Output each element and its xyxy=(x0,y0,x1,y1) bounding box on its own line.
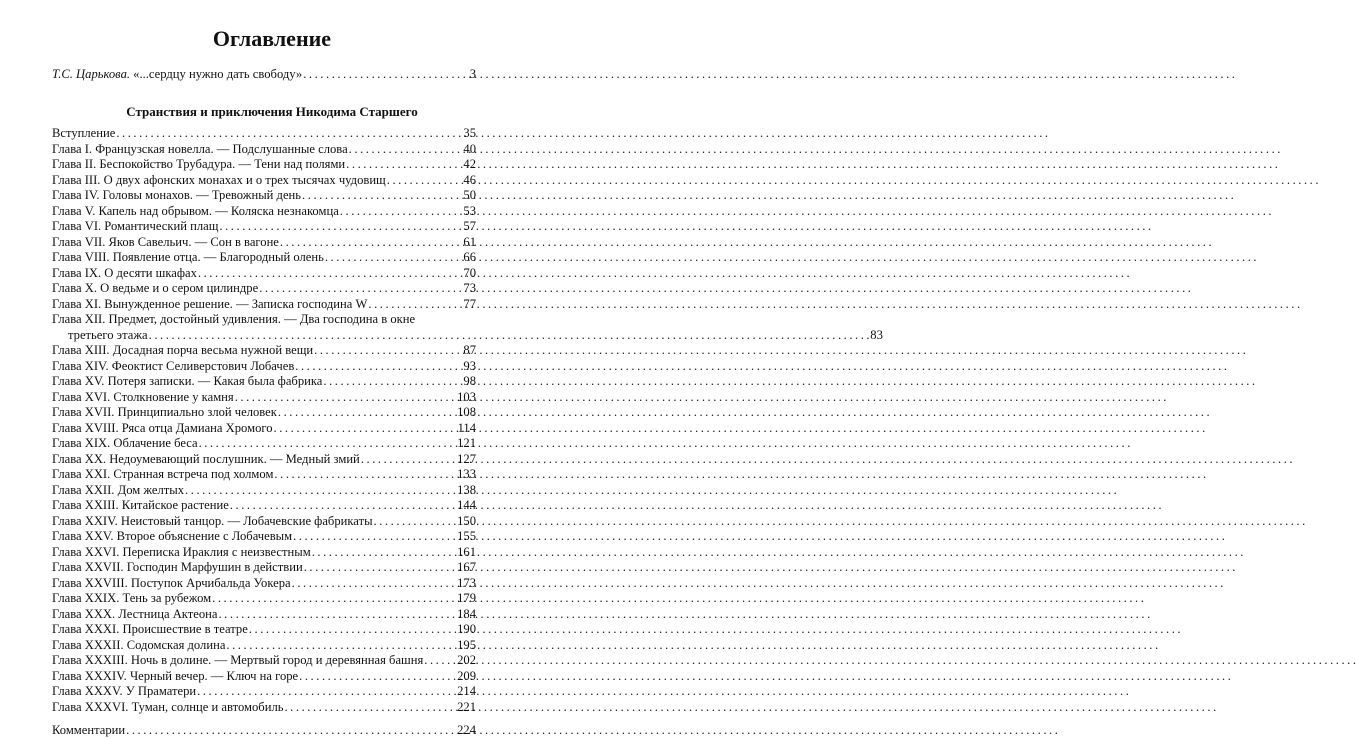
leader-dots xyxy=(346,157,462,172)
leader-dots xyxy=(274,467,456,482)
toc-entry xyxy=(52,188,476,203)
toc-entry xyxy=(52,405,476,420)
toc-entry xyxy=(52,157,476,172)
toc-entry-text: Глава III. О двух афонских монахах и о трех тысячах чудовищ xyxy=(52,172,386,187)
toc-entry xyxy=(52,359,476,374)
toc-entry-text: Глава XXXIII. Ночь в долине. — Мертвый город и деревянная башня xyxy=(52,653,424,667)
toc-entry-text: Глава XXXI. Происшествие в театре xyxy=(52,622,248,636)
toc-entry-page-number: 42 xyxy=(463,157,476,171)
leader-dots xyxy=(302,188,462,203)
leader-dots xyxy=(314,343,462,358)
toc-entry-text: Глава VII. Яков Савельич. — Сон в вагоне xyxy=(52,234,279,249)
toc-entry-page-number: 173 xyxy=(457,575,476,590)
leader-dots xyxy=(304,560,456,575)
toc-entry xyxy=(52,281,476,296)
toc-entry-page-number: 133 xyxy=(457,467,476,481)
toc-entry xyxy=(52,436,476,451)
toc-entry-text: Глава IX. О десяти шкафах xyxy=(52,265,197,280)
intro-title: «...сердцу нужно дать свободу» xyxy=(130,67,303,81)
intro-entry-text xyxy=(52,67,302,82)
leader-dots xyxy=(259,281,462,296)
toc-entry-page-number: 150 xyxy=(457,513,476,528)
leader-dots xyxy=(199,436,457,451)
leader-dots xyxy=(230,498,456,513)
toc-entry-text: Глава XV. Потеря записки. — Какая была фабрика xyxy=(52,374,323,388)
toc-entry xyxy=(52,514,476,529)
toc-entry xyxy=(52,312,476,327)
toc-entry-text: Глава XVII. Принципиально злой человек xyxy=(52,405,277,419)
intro-entry xyxy=(52,67,476,82)
toc-entry-text: Глава VIII. Появление отца. — Благородный олень xyxy=(52,250,324,264)
toc-entry-page-number: 77 xyxy=(463,296,476,311)
toc-entry-text: Глава XXVI. Переписка Ираклия с неизвестным xyxy=(52,544,311,559)
leader-dots xyxy=(368,297,462,312)
toc-entry-text: Глава XXIV. Неистовый танцор. — Лобачевские фабрикаты xyxy=(52,513,373,528)
toc-entry xyxy=(52,173,476,188)
toc-entry-text: Глава XXVIII. Поступок Арчибальда Уокера xyxy=(52,575,291,590)
toc-entry-page-number: 155 xyxy=(457,529,476,543)
toc-entry-text: Глава XIII. Досадная порча весьма нужной вещи xyxy=(52,343,314,357)
toc-entry-page-number: 127 xyxy=(457,451,476,466)
commentary-entry-page-number: 224 xyxy=(457,723,476,737)
toc-entry xyxy=(52,204,476,219)
toc-entry-text: Глава I. Французская новелла. — Подслушанные слова xyxy=(52,141,348,156)
leader-dots xyxy=(340,204,463,219)
toc-entry xyxy=(52,467,476,482)
toc-entry-text: Глава XXX. Лестница Актеона xyxy=(52,606,218,621)
leader-dots xyxy=(323,374,462,389)
toc-entry-text: Глава XXVII. Господин Марфушин в действии xyxy=(52,560,303,574)
toc-entry xyxy=(52,700,476,715)
toc-entry-text: Глава XX. Недоумевающий послушник. — Медный змий xyxy=(52,451,360,466)
toc-entry-text: Глава V. Капель над обрывом. — Коляска незнакомца xyxy=(52,203,339,218)
toc-entry xyxy=(52,219,476,234)
leader-dots xyxy=(274,421,457,436)
leader-dots xyxy=(126,723,456,738)
toc-entry xyxy=(52,545,476,560)
toc-entry-text: Глава XXXII. Содомская долина xyxy=(52,637,226,652)
toc-entry-text: Глава XXIII. Китайское растение xyxy=(52,498,229,512)
toc-entry xyxy=(52,421,476,436)
toc-entry xyxy=(52,250,476,265)
toc-entry-text: Глава XXXIV. Черный вечер. — Ключ на горе xyxy=(52,668,299,683)
toc-entry-text: Глава XIX. Облачение беса xyxy=(52,436,198,450)
toc-entry xyxy=(52,560,476,575)
toc-entry-page-number: 66 xyxy=(463,250,476,264)
section-title: Странствия и приключения Никодима Старшего xyxy=(126,104,418,119)
leader-dots xyxy=(312,545,456,560)
toc-entry-text: Вступление xyxy=(52,126,116,140)
page-title: Оглавление xyxy=(212,26,332,51)
toc-entry-page-number: 46 xyxy=(463,172,476,187)
intro-page-number: 3 xyxy=(469,67,476,81)
toc-entry-page-number: 209 xyxy=(457,668,476,683)
leader-dots xyxy=(278,405,456,420)
leader-dots xyxy=(295,359,462,374)
toc-entry-page-number: 214 xyxy=(457,684,476,698)
toc-entry-page-number: 98 xyxy=(463,374,476,388)
toc-entry-text: Глава XI. Вынужденное решение. — Записка господина W xyxy=(52,296,368,311)
toc-entry-text: Глава XXV. Второе объяснение с Лобачевым xyxy=(52,529,293,543)
leader-dots xyxy=(197,684,456,699)
toc-entry-text: Глава XXI. Странная встреча под холмом xyxy=(52,467,274,481)
leader-dots xyxy=(349,142,463,157)
toc-entry-text: Глава XIV. Феоктист Селиверстович Лобачев xyxy=(52,358,295,373)
toc-entry-text: Глава XXII. Дом желтых xyxy=(52,482,185,497)
toc-entry-continuation-page-number: 83 xyxy=(870,327,883,342)
toc-entry xyxy=(52,374,476,389)
toc-entry-page-number: 179 xyxy=(457,591,476,605)
toc-entry xyxy=(52,591,476,606)
toc-entry-continuation-text: третьего этажа xyxy=(68,327,148,342)
toc-entry-text: Глава XXIX. Тень за рубежом xyxy=(52,591,212,605)
leader-dots xyxy=(185,483,456,498)
leader-dots xyxy=(374,514,457,529)
leader-dots xyxy=(219,219,462,234)
leader-dots xyxy=(424,653,456,668)
toc-entry-page-number: 184 xyxy=(457,606,476,621)
toc-entry-page-number: 202 xyxy=(457,653,476,667)
toc-entry-page-number: 138 xyxy=(457,482,476,497)
toc-entry-page-number: 40 xyxy=(463,141,476,156)
leader-dots xyxy=(218,607,456,622)
toc-entry-page-number: 167 xyxy=(457,560,476,574)
toc-entry-page-number: 108 xyxy=(457,405,476,419)
toc-entry-text: Глава IV. Головы монахов. — Тревожный день xyxy=(52,188,302,202)
toc-entry-page-number: 53 xyxy=(463,203,476,218)
toc-entry-text: Глава XXXV. У Праматери xyxy=(52,684,197,698)
toc-entry xyxy=(52,266,476,281)
toc-entry xyxy=(52,607,476,622)
leader-dots xyxy=(235,390,456,405)
toc-entry xyxy=(52,529,476,544)
leader-dots xyxy=(149,328,870,343)
toc-entry xyxy=(52,297,476,312)
leader-dots xyxy=(387,173,463,188)
toc-entry-page-number: 121 xyxy=(457,436,476,450)
toc-entry-page-number: 195 xyxy=(457,637,476,652)
leader-dots xyxy=(292,576,456,591)
leader-dots xyxy=(303,67,469,82)
toc-entry-text: Глава XVI. Столкновение у камня xyxy=(52,389,234,404)
toc-entry xyxy=(52,126,476,141)
leader-dots xyxy=(198,266,463,281)
toc-entry-text: Глава X. О ведьме и о сером цилиндре xyxy=(52,281,259,295)
toc-entry-page-number: 161 xyxy=(457,544,476,559)
toc-entry-text: Глава XVIII. Ряса отца Дамиана Хромого xyxy=(52,420,273,435)
toc-entry xyxy=(52,653,476,668)
leader-dots xyxy=(299,669,456,684)
leader-dots xyxy=(293,529,456,544)
toc-entry-page-number: 50 xyxy=(463,188,476,202)
toc-entry-page-number: 221 xyxy=(457,699,476,714)
leader-dots xyxy=(116,126,462,141)
toc-entry-page-number: 70 xyxy=(463,265,476,280)
toc-entry-page-number: 144 xyxy=(457,498,476,512)
toc-entry-text: Глава II. Беспокойство Трубадура. — Тени над полями xyxy=(52,157,346,171)
toc-entry xyxy=(52,622,476,637)
toc-entry xyxy=(52,142,476,157)
intro-author: Т.С. Царькова. xyxy=(52,67,131,81)
leader-dots xyxy=(226,638,456,653)
toc-entry-page-number: 93 xyxy=(463,358,476,373)
toc-entry-page-number: 190 xyxy=(457,622,476,636)
toc-entry xyxy=(52,638,476,653)
toc-entry-text: Глава VI. Романтический плащ xyxy=(52,219,219,233)
toc-entry-page-number: 61 xyxy=(463,234,476,249)
toc-entry xyxy=(52,452,476,467)
commentary-entry xyxy=(52,723,476,738)
toc-entry xyxy=(52,343,476,358)
toc-entry xyxy=(52,235,476,250)
toc-entry xyxy=(52,684,476,699)
leader-dots xyxy=(284,700,456,715)
toc-entry-page-number: 73 xyxy=(463,281,476,295)
toc-entry-text: Глава XII. Предмет, достойный удивления. — Два господина в окне xyxy=(52,312,416,326)
toc-entry-page-number: 35 xyxy=(463,126,476,140)
toc-entry-page-number: 114 xyxy=(457,420,476,435)
toc-entry-page-number: 57 xyxy=(463,219,476,233)
leader-dots xyxy=(249,622,456,637)
toc-entry xyxy=(52,483,476,498)
toc-entry xyxy=(52,390,476,405)
leader-dots xyxy=(212,591,456,606)
leader-dots xyxy=(361,452,456,467)
commentary-entry-text: Комментарии xyxy=(52,723,126,737)
toc-entry xyxy=(52,669,476,684)
toc-entry-continuation xyxy=(68,327,883,343)
leader-dots xyxy=(325,250,463,265)
toc-entry xyxy=(52,498,476,513)
toc-entry-page-number: 103 xyxy=(457,389,476,404)
toc-entry-page-number: 87 xyxy=(463,343,476,357)
leader-dots xyxy=(280,235,463,250)
toc-entry-text: Глава XXXVI. Туман, солнце и автомобиль xyxy=(52,699,284,714)
toc-entry xyxy=(52,576,476,591)
